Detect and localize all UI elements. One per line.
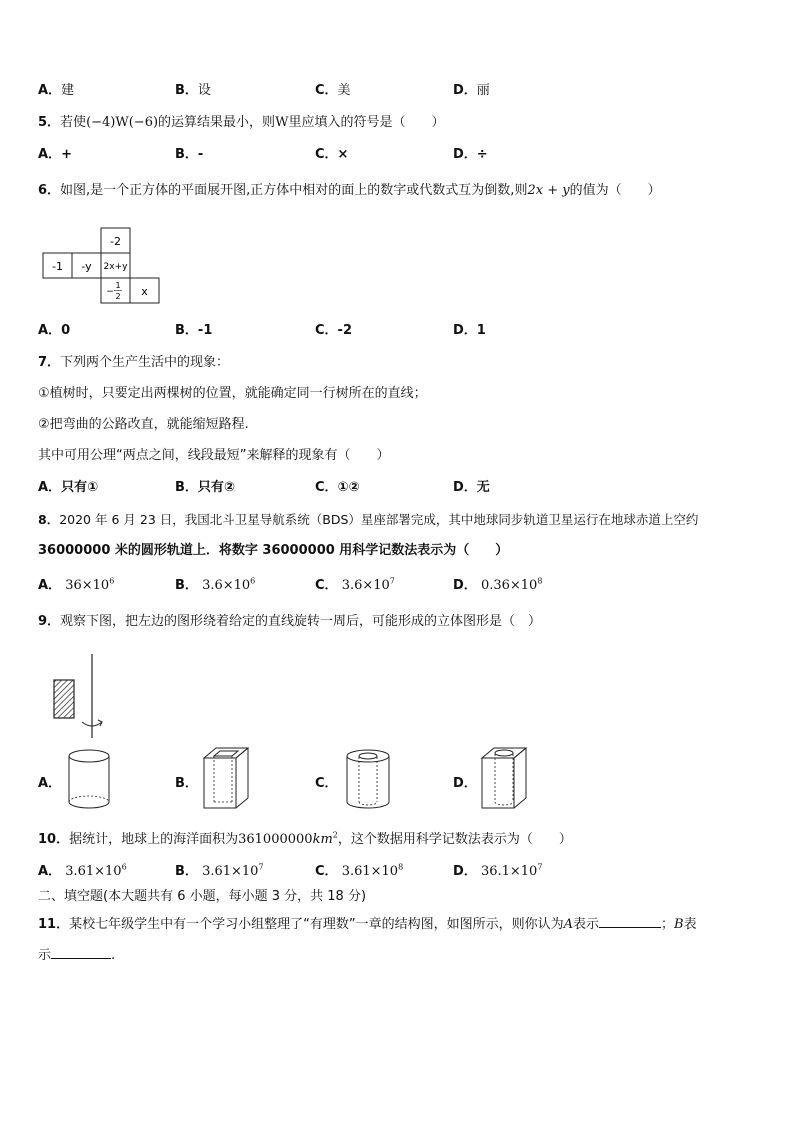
q7-option-a: A．只有① [38,480,99,495]
q5-option-a: A．+ [38,147,72,162]
q10-stem: 10．据统计，地球上的海洋面积为$361000000km^2$，这个数据用科学记数法表示为（ ） [38,830,572,847]
q10-option-c: C． $3.61\times 10^8$ [315,862,404,879]
q5-option-c: C．× [315,147,349,162]
q6-option-a: A．0 [38,323,71,338]
q6-option-b: B．-1 [175,323,213,338]
net-label-bottom-den: 2 [115,292,121,301]
q8-option-a: A． $36\times 10^6$ [38,576,115,593]
q9-option-c-label: C． [315,776,338,791]
q6-stem: 6．如图,是一个正方体的平面展开图,正方体中相对的面上的数字或代数式互为倒数,则2x + y的值为（ ） [38,183,661,198]
net-label-center: 2x+y [103,262,128,272]
q9-option-c-hollow-cylinder [342,746,394,812]
hatched-rectangle [54,680,74,718]
rotation-figure [44,652,114,744]
q8-option-b: B． $3.6\times 10^6$ [175,576,256,593]
q9-option-b-hollow-box [200,744,252,814]
net-label-bottom-num: 1 [115,281,121,290]
q5-option-d: D．÷ [453,147,488,162]
net-label-bottom-neg: − [106,287,114,297]
q11-stem-line1: 11．某校七年级学生中有一个学习小组整理了“有理数”一章的结构图，如图所示，则你认为A表示 ；B表 [38,917,697,932]
q11-stem-line2: 示 . [38,948,116,963]
net-label-left2: -y [81,260,92,273]
q7-stem: 7．下列两个生产生活中的现象： [38,355,230,370]
q4-option-a: A．建 [38,83,75,98]
q9-option-b-label: B． [175,776,198,791]
net-label-left1: -1 [52,260,63,273]
q5-stem: 5．若使(−4)W(−6)的运算结果最小，则W里应填入的符号是（ ） [38,115,445,130]
q7-option-c: C．①② [315,480,360,495]
q10-option-d: D． $36.1\times 10^7$ [453,862,543,879]
q5-option-b: B．- [175,147,204,162]
q9-stem: 9．观察下图，把左边的图形绕着给定的直线旋转一周后，可能形成的立体图形是（ ） [38,614,542,629]
q10-option-b: B． $3.61\times 10^7$ [175,862,264,879]
q10-option-a: A． $3.61\times 10^6$ [38,862,127,879]
q9-option-d-box-cylinder-hole [478,744,530,814]
q9-option-d-label: D． [453,776,477,791]
q4-option-d: D．丽 [453,83,490,98]
q8-option-d: D． $0.36\times 10^8$ [453,576,543,593]
net-label-top: -2 [110,235,121,248]
q8-stem-line1: 8．2020 年 6 月 23 日，我国北斗卫星导航系统（BDS）星座部署完成，其中地球同步轨道卫星运行在地球赤道上空约 [38,512,699,527]
q6-option-d: D．1 [453,323,486,338]
q7-question: 其中可用公理“两点之间，线段最短”来解释的现象有（ ） [38,448,390,463]
q9-option-a-label: A． [38,776,62,791]
q7-item-1: ①植树时，只要定出两棵树的位置，就能确定同一行树所在的直线； [38,386,427,401]
q4-option-c: C．美 [315,83,351,98]
section-2-heading: 二、填空题(本大题共有 6 小题，每小题 3 分，共 18 分) [38,889,367,904]
cube-net-figure [40,226,162,306]
q9-option-a-cylinder [64,746,114,812]
q8-option-c: C． $3.6\times 10^7$ [315,576,395,593]
q4-option-b: B．设 [175,83,211,98]
q7-option-b: B．只有② [175,480,235,495]
q7-item-2: ②把弯曲的公路改直，就能缩短路程. [38,417,249,432]
q6-option-c: C．-2 [315,323,352,338]
net-label-right: x [141,285,148,298]
q7-option-d: D．无 [453,480,490,495]
q8-stem-line2: 36000000 米的圆形轨道上．将数字 36000000 用科学记数法表示为（ ） [38,543,509,558]
q11-blank-b[interactable] [51,946,111,959]
q11-blank-a[interactable] [599,915,661,928]
